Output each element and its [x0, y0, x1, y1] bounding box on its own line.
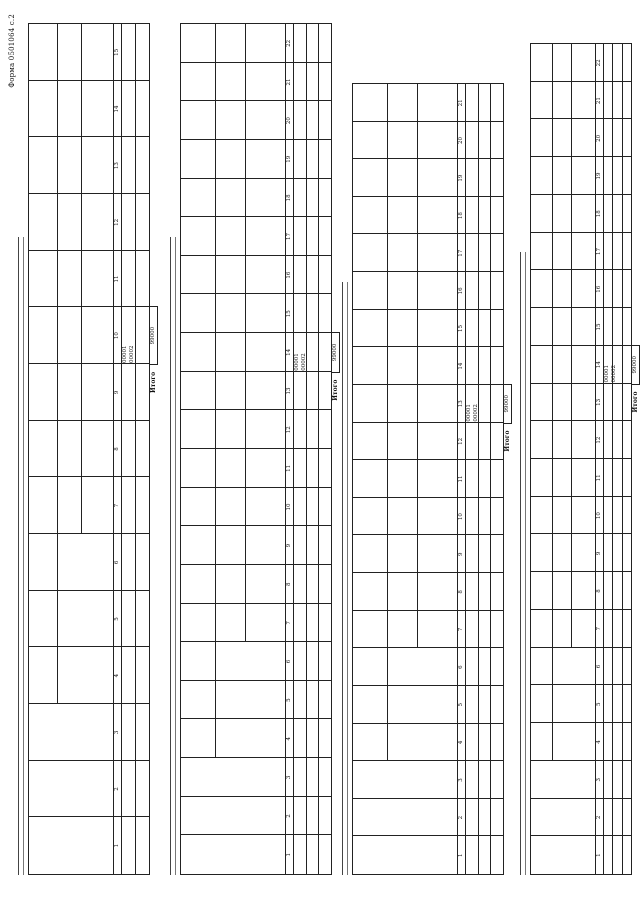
column-number: 17 [286, 233, 292, 240]
column-number: 2 [596, 815, 602, 820]
column-divider [29, 306, 149, 307]
column-number: 5 [458, 702, 464, 707]
column-number: 6 [596, 664, 602, 669]
header-subdivider [417, 84, 418, 648]
column-divider [181, 796, 331, 797]
column-number: 13 [458, 400, 464, 408]
header-subdivider [81, 24, 82, 534]
column-number: 9 [458, 552, 464, 556]
column-number: 11 [458, 475, 464, 483]
column-divider [181, 216, 331, 217]
column-number: 3 [114, 730, 120, 735]
column-divider [181, 100, 331, 101]
row-code: 00001 [604, 365, 610, 383]
column-number: 8 [596, 589, 602, 593]
column-number: 7 [286, 621, 292, 625]
column-number: 7 [458, 627, 464, 632]
column-number: 12 [114, 218, 120, 226]
column-divider [181, 448, 331, 449]
form-code: Форма 0501064 с.2 [8, 14, 16, 88]
column-divider [353, 233, 503, 234]
column-divider [531, 194, 631, 195]
column-divider [181, 564, 331, 565]
column-number: 10 [458, 513, 464, 521]
total-label: Итого [150, 371, 157, 393]
column-divider [181, 487, 331, 488]
column-number: 10 [286, 503, 292, 511]
column-number: 7 [114, 503, 120, 508]
column-number: 14 [114, 105, 120, 113]
column-divider [353, 459, 503, 460]
column-number: 13 [596, 398, 602, 406]
column-divider [531, 307, 631, 308]
column-divider [353, 121, 503, 122]
column-divider [531, 458, 631, 459]
column-number: 13 [114, 162, 120, 170]
column-number: 4 [458, 740, 464, 745]
column-number: 1 [458, 853, 464, 857]
total-label: Итого [632, 391, 639, 413]
column-number: 16 [458, 287, 464, 295]
column-number: 19 [458, 174, 464, 182]
column-divider [29, 136, 149, 137]
column-divider [353, 497, 503, 498]
column-divider [531, 118, 631, 119]
column-divider [29, 363, 149, 364]
column-divider [181, 332, 331, 333]
column-number: 1 [114, 843, 120, 848]
column-number: 19 [286, 155, 292, 163]
column-number: 1 [596, 853, 602, 857]
column-divider [181, 680, 331, 681]
column-number: 21 [596, 97, 602, 105]
column-divider [531, 383, 631, 384]
data-row-divider [612, 44, 613, 874]
column-divider [181, 757, 331, 758]
column-number: 4 [596, 740, 602, 744]
column-divider [353, 534, 503, 535]
column-number: 16 [596, 285, 602, 293]
column-number: 6 [458, 665, 464, 669]
column-divider [353, 572, 503, 573]
data-table [180, 23, 332, 875]
data-row-divider [622, 44, 623, 874]
data-row-divider [318, 24, 319, 874]
row-code: 00002 [473, 404, 479, 422]
column-number: 5 [596, 702, 602, 706]
column-number: 3 [596, 777, 602, 782]
column-number: 7 [596, 627, 602, 631]
column-divider [531, 345, 631, 346]
column-divider [181, 139, 331, 140]
column-divider [353, 835, 503, 836]
column-divider [181, 409, 331, 410]
row-code: 00002 [301, 353, 307, 371]
row-code: 00001 [294, 353, 300, 371]
column-divider [531, 835, 631, 836]
column-divider [531, 496, 631, 497]
column-divider [181, 255, 331, 256]
column-divider [353, 384, 503, 385]
column-divider [353, 647, 503, 648]
column-divider [353, 271, 503, 272]
column-number: 8 [286, 582, 292, 586]
column-divider [29, 703, 149, 704]
column-number: 14 [458, 362, 464, 370]
column-number: 8 [458, 590, 464, 594]
column-number: 18 [596, 210, 602, 218]
column-divider [181, 641, 331, 642]
column-number: 14 [286, 348, 292, 356]
column-divider [531, 269, 631, 270]
column-number: 19 [596, 172, 602, 180]
column-number: 2 [458, 815, 464, 820]
column-divider [353, 158, 503, 159]
column-divider [29, 590, 149, 591]
column-divider [531, 684, 631, 685]
column-divider [531, 232, 631, 233]
data-table [530, 43, 632, 875]
column-number: 11 [596, 474, 602, 482]
column-number: 9 [114, 390, 120, 395]
column-divider [181, 62, 331, 63]
column-number: 17 [596, 248, 602, 255]
column-number: 22 [596, 59, 602, 67]
column-number: 5 [114, 617, 120, 621]
column-number: 18 [286, 194, 292, 202]
column-divider [531, 722, 631, 723]
column-divider [29, 760, 149, 761]
column-number: 9 [596, 551, 602, 556]
data-row-divider [135, 24, 136, 874]
column-number-row-bottom [603, 44, 604, 874]
row-code: 00002 [611, 365, 617, 383]
column-number-row-bottom [293, 24, 294, 874]
column-divider [181, 293, 331, 294]
column-divider [29, 193, 149, 194]
column-number: 8 [114, 447, 120, 451]
column-number-row-bottom [465, 84, 466, 874]
section-title-rule [520, 253, 526, 876]
column-divider [181, 603, 331, 604]
column-divider [29, 533, 149, 534]
column-divider [181, 178, 331, 179]
header-subdivider [387, 84, 388, 761]
column-divider [353, 422, 503, 423]
column-number: 4 [114, 673, 120, 678]
column-number: 22 [286, 39, 292, 47]
column-divider [29, 420, 149, 421]
column-number: 12 [286, 426, 292, 434]
column-number: 3 [286, 775, 292, 780]
column-number: 6 [114, 560, 120, 565]
header-subdivider [571, 44, 572, 648]
row-code: 00001 [466, 404, 472, 422]
row-code: 00002 [129, 345, 135, 363]
column-divider [29, 476, 149, 477]
column-number: 18 [458, 212, 464, 220]
column-number: 12 [458, 437, 464, 445]
header-subdivider [215, 24, 216, 758]
total-label: Итого [332, 379, 339, 401]
column-divider [353, 346, 503, 347]
total-code: 99000 [149, 306, 158, 365]
column-number: 15 [286, 310, 292, 318]
column-divider [353, 798, 503, 799]
total-code: 99000 [631, 345, 640, 385]
header-subdivider [245, 24, 246, 642]
column-number: 3 [458, 778, 464, 782]
column-divider [531, 760, 631, 761]
column-number: 9 [286, 543, 292, 548]
column-number: 11 [114, 275, 120, 283]
column-number: 5 [286, 698, 292, 702]
total-code: 99000 [331, 332, 340, 373]
column-divider [531, 420, 631, 421]
column-number: 2 [114, 787, 120, 791]
column-divider [353, 723, 503, 724]
data-table [352, 83, 504, 875]
column-divider [531, 609, 631, 610]
column-divider [353, 309, 503, 310]
total-code: 99000 [503, 384, 512, 424]
section-title-rule [342, 283, 348, 876]
column-number: 17 [458, 249, 464, 257]
column-divider [353, 685, 503, 686]
column-divider [531, 81, 631, 82]
section-title-rule [18, 238, 24, 876]
column-number: 10 [114, 332, 120, 340]
column-divider [29, 80, 149, 81]
column-divider [181, 525, 331, 526]
column-divider [29, 816, 149, 817]
total-label: Итого [504, 430, 511, 452]
column-divider [531, 647, 631, 648]
column-number: 13 [286, 387, 292, 395]
data-row-divider [306, 24, 307, 874]
column-number: 21 [458, 99, 464, 107]
header-subdivider [57, 24, 58, 704]
column-divider [531, 571, 631, 572]
column-number: 20 [596, 134, 602, 142]
column-divider [531, 798, 631, 799]
column-number: 1 [286, 852, 292, 857]
column-divider [531, 533, 631, 534]
column-number: 10 [596, 512, 602, 520]
column-number: 2 [286, 814, 292, 818]
column-number: 4 [286, 737, 292, 741]
column-number-row-bottom [121, 24, 122, 874]
data-row-divider [490, 84, 491, 874]
column-number: 15 [114, 48, 120, 56]
column-divider [29, 250, 149, 251]
column-number: 21 [286, 78, 292, 86]
column-number: 15 [458, 325, 464, 333]
column-number: 11 [286, 464, 292, 472]
column-number: 15 [596, 323, 602, 331]
row-code: 00001 [122, 345, 128, 363]
column-number: 14 [596, 361, 602, 369]
column-divider [353, 610, 503, 611]
column-divider [181, 718, 331, 719]
column-divider [181, 371, 331, 372]
column-divider [531, 156, 631, 157]
column-divider [353, 196, 503, 197]
column-divider [29, 646, 149, 647]
data-row-divider [478, 84, 479, 874]
column-number: 20 [286, 117, 292, 125]
column-divider [181, 834, 331, 835]
column-number: 20 [458, 136, 464, 144]
column-number: 6 [286, 659, 292, 664]
data-table [28, 23, 150, 875]
column-number: 12 [596, 436, 602, 444]
column-divider [353, 760, 503, 761]
section-title-rule [170, 238, 176, 876]
column-number: 16 [286, 271, 292, 279]
header-subdivider [552, 44, 553, 761]
